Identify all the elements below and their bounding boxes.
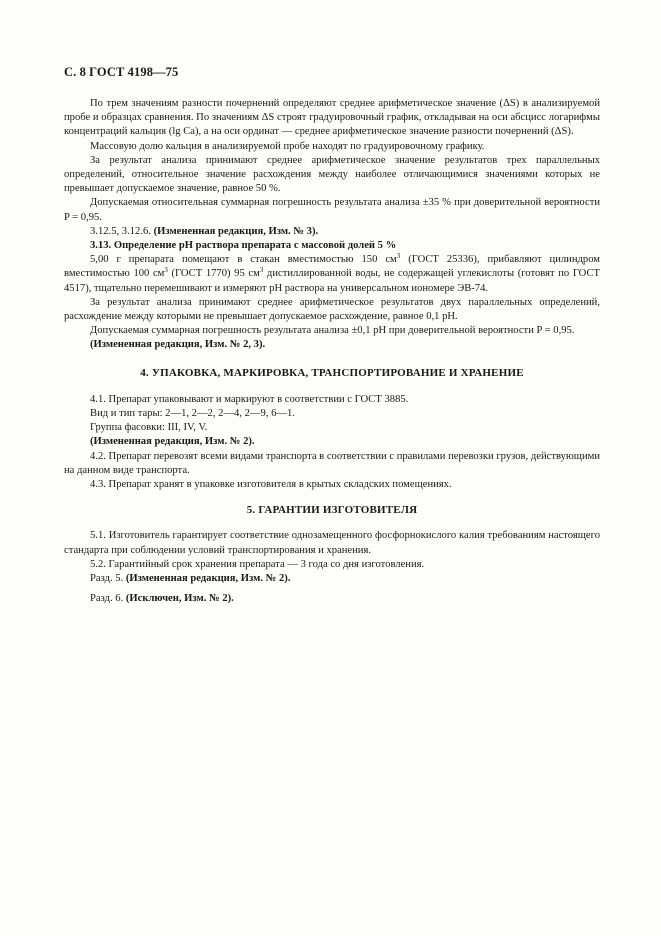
clause-ref: 3.12.5, 3.12.6.: [90, 225, 154, 237]
paragraph: Массовую долю кальция в анализируемой пробе находят по градуировочному графику.: [90, 140, 485, 152]
paragraph: Разд. 6. (Исключен, Изм. № 2).: [90, 593, 234, 605]
paragraph: 5.1. Изготовитель гарантирует соответствие однозамещенного фосфорнокислого калия требованиям настоящего стандарта при соблюдении условий транспортирования и хранения.: [64, 530, 600, 556]
paragraph: Разд. 5. (Измененная редакция, Изм. № 2).: [90, 573, 291, 585]
paragraph: 5.2. Гарантийный срок хранения препарата — 3 года со дня изготовления.: [90, 558, 425, 570]
section-heading-5: 5. ГАРАНТИИ ИЗГОТОВИТЕЛЯ: [246, 504, 418, 517]
paragraph: 5,00 г препарата помещают в стакан вместимостью 150 $см^3$ (ГОСТ 25336), прибавляют цилиндром вместимостью 100 $см^3$ (ГОСТ 1770) 95 $см^3$ дистиллированной воды, не содержащей углекислоты (готовят по ГОСТ 4517), тщательно перемешивают и измеряют pH раствора на универсальном иономере ЭВ-74.: [64, 252, 601, 294]
paragraph: За результат анализа принимают среднее арифметическое значение результатов трех параллельных определений, относительное значение расхождения между наиболее отличающимися значениями которых не превышает допускаемое значение, равное 50 %.: [64, 154, 600, 195]
section-heading-4: 4. УПАКОВКА, МАРКИРОВКА, ТРАНСПОРТИРОВАНИЕ И ХРАНЕНИЕ: [140, 366, 524, 379]
paragraph: 4.1. Препарат упаковывают и маркируют в соответствии с ГОСТ 3885.: [90, 393, 409, 405]
amendment-note: (Измененная редакция, Изм. № 2, 3).: [90, 339, 266, 351]
paragraph: Вид и тип тары: 2—1, 2—2, 2—4, 2—9, 6—1.: [90, 408, 295, 420]
clause-heading: 3.13. Определение pH раствора препарата с массовой долей 5 %: [90, 240, 397, 252]
amendment-note: (Измененная редакция, Изм. № 2).: [125, 573, 291, 585]
amendment-note: (Исключен, Изм. № 2).: [125, 593, 234, 605]
paragraph: 4.2. Препарат перевозят всеми видами транспорта в соответствии с правилами перевозки грузов, действующими на данном виде транспорта.: [64, 450, 600, 476]
paragraph: Допускаемая суммарная погрешность результата анализа ±0,1 pH при доверительной вероятности P = 0,95.: [90, 325, 575, 337]
page-header: С. 8 ГОСТ 4198—75: [64, 65, 179, 79]
paragraph: За результат анализа принимают среднее арифметическое результатов двух параллельных определений, расхождение между которыми не превышает допускаемое расхождение, равное 0,1 pH.: [64, 296, 600, 323]
amendment-note: (Измененная редакция, Изм. № 2).: [90, 436, 255, 448]
paragraph: Допускаемая относительная суммарная погрешность результата анализа ±35 % при доверительной вероятности P = 0,95.: [64, 197, 600, 223]
paragraph: По трем значениям разности почернений определяют среднее арифметическое значение (ΔS) в анализируемой пробе и образцах сравнения. По значениям ΔS строят градуировочный график, откладывая на оси абсцисс логарифмы концентраций кальция (lg Ca), а на оси ординат — среднее арифметическое значение разности почернений (ΔS).: [64, 98, 600, 138]
paragraph: Группа фасовки: III, IV, V.: [90, 422, 208, 434]
document-body: [64, 97, 600, 607]
paragraph: 4.3. Препарат хранят в упаковке изготовителя в крытых складских помещениях.: [90, 479, 452, 491]
paragraph: [64, 225, 600, 239]
amendment-note: (Измененная редакция, Изм. № 3).: [153, 225, 319, 237]
